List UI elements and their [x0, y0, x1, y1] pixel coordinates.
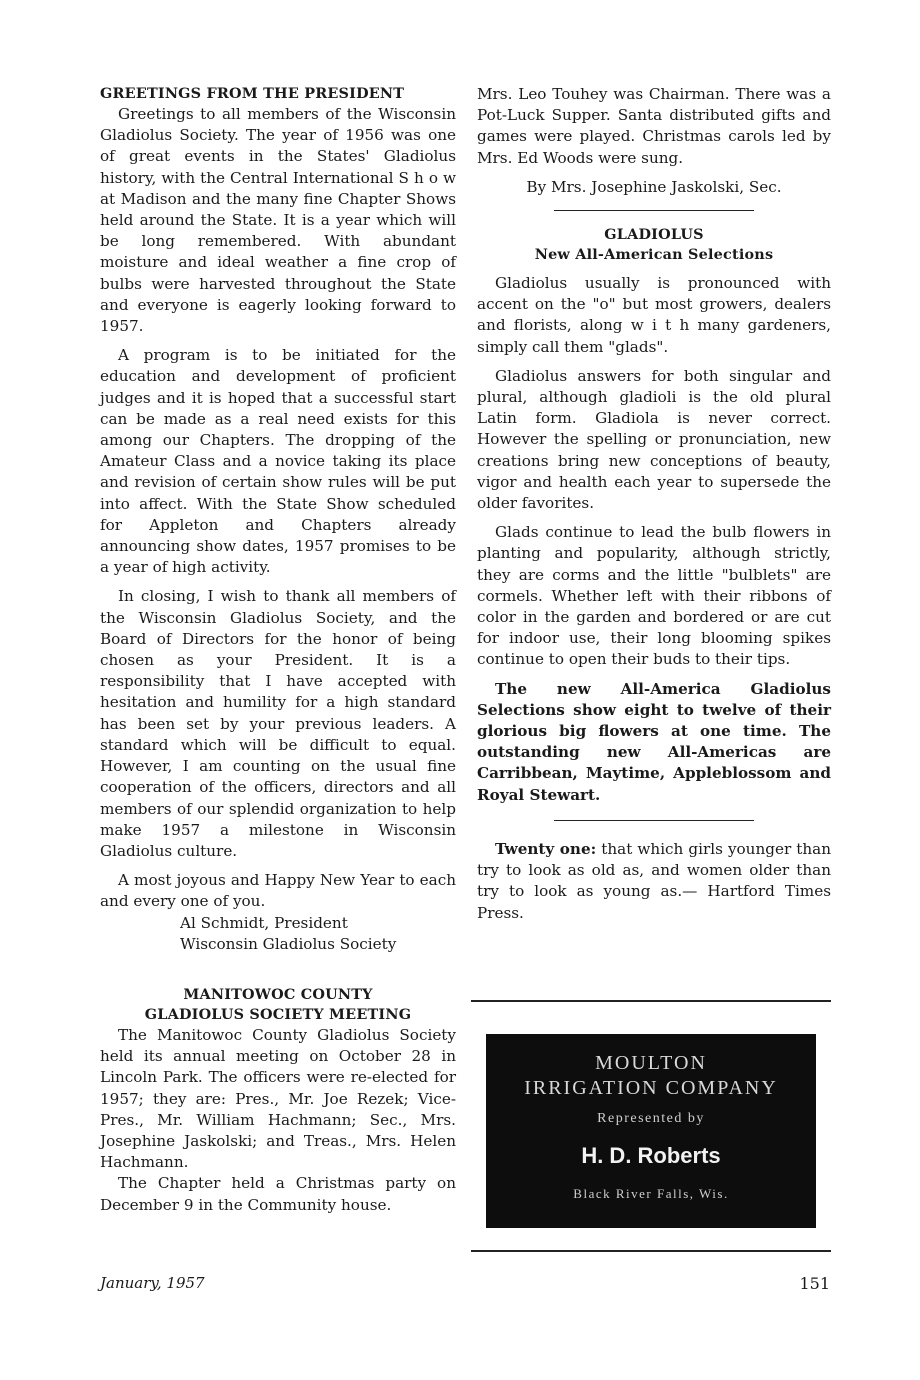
- left-column: [100, 84, 456, 1216]
- ad-company-line-2: IRRIGATION COMPANY: [524, 1077, 778, 1099]
- manitowoc-paragraph-3: Mrs. Leo Touhey was Chairman. There was a Pot-Luck Supper. Santa distributed gifts and games were played. Christmas carols led by Mrs. Ed Woods were sung.: [477, 85, 831, 167]
- president-paragraph-4: A most joyous and Happy New Year to each and every one of you.: [100, 871, 456, 911]
- president-paragraph-3: In closing, I wish to thank all members of the Wisconsin Gladiolus Society, and the Board of Directors for the honor of being chosen as your President. It is a responsibility that I have accepted with hesitation and humility for a high standard has been set by your previous leaders. A standard which will be difficult to equal. However, I am counting on the usual fine cooperation of the officers, directors and all members of our splendid organization to help make 1957 a milestone in Wisconsin Gladiolus culture.: [100, 587, 456, 860]
- twenty-one-text: that which girls younger than try to look as old as, and women older than try to look as young as.— Hartford Times Press.: [477, 839, 832, 922]
- ad-bottom-rule: [471, 1250, 831, 1252]
- ad-top-rule: [471, 1000, 831, 1002]
- section-divider-2: [554, 820, 754, 821]
- gladiolus-paragraph-3: Glads continue to lead the bulb flowers in planting and popularity, although strictly, they are corms and the little "bulblets" are cormels. Whether left with their ribbons of color in the garden and bordered or are cut for indoor use, their long blooming spikes continue to open their buds to their tips.: [477, 523, 831, 669]
- manitowoc-signature: By Mrs. Josephine Jaskolski, Sec.: [526, 177, 782, 196]
- advertisement-box: [486, 1034, 816, 1228]
- ad-representative-name: H. D. Roberts: [581, 1143, 721, 1168]
- manitowoc-paragraph-2: The Chapter held a Christmas party on December 9 in the Community house.: [100, 1174, 456, 1214]
- section-divider: [554, 210, 754, 211]
- twenty-one-quip: [477, 839, 831, 924]
- gladiolus-heading: GLADIOLUS: [604, 226, 704, 244]
- ad-company-line-1: MOULTON: [595, 1052, 707, 1074]
- gladiolus-paragraph-4: The new All-America Gladiolus Selections show eight to twelve of their glorious big flowers at one time. The outstanding new All-Americas are Carribbean, Maytime, Appleblossom and Royal Stewart.: [477, 679, 831, 804]
- page-number: 151: [799, 1274, 830, 1293]
- manitowoc-heading-line-1: MANITOWOC COUNTY: [183, 985, 373, 1003]
- gladiolus-paragraph-2: Gladiolus answers for both singular and plural, although gladioli is the old plural Latin form. Gladiola is never correct. However the spelling or pronunciation, new creations bring new conceptions of beauty, vigor and health each year to supersede the older favorites.: [477, 366, 831, 513]
- president-signature-org: Wisconsin Gladiolus Society: [180, 934, 397, 953]
- president-signature-name: Al Schmidt, President: [180, 913, 348, 932]
- manitowoc-heading-line-2: GLADIOLUS SOCIETY MEETING: [144, 1005, 412, 1023]
- president-heading: GREETINGS FROM THE PRESIDENT: [100, 85, 405, 102]
- issue-date: January, 1957: [100, 1274, 205, 1292]
- president-paragraph-2: A program is to be initiated for the education and development of proficient judges and it is hoped that a successful start can be made as a real need exists for this among our Chapters. The dropping of the Amateur Class and a novice taking its place and revision of certain show rules will be put into affect. With the State Show scheduled for Appleton and Chapters already announcing show dates, 1957 promises to be a year of high activity.: [100, 346, 456, 577]
- twenty-one-lead: Twenty one:: [495, 839, 597, 858]
- manitowoc-paragraph-1: The Manitowoc County Gladiolus Society held its annual meeting on October 28 in Lincoln Park. The officers were re-elected for 1957; they are: Pres., Mr. Joe Rezek; Vice-Pres., Mr. William Hachmann; Sec., Mrs. Josephine Jaskolski; and Treas., Mrs. Helen Hachmann.: [100, 1025, 456, 1172]
- ad-represented-by: Represented by: [597, 1111, 705, 1126]
- gladiolus-paragraph-1: Gladiolus usually is pronounced with accent on the "o" but most growers, dealers and florists, along w i t h many gardeners, simply call them "glads".: [477, 274, 831, 356]
- president-paragraph-1: Greetings to all members of the Wisconsin Gladiolus Society. The year of 1956 was one of great events in the States' Gladiolus history, with the Central International S h o w at Madison and the many fine Chapter Shows held around the State. It is a year which will be long remembered. With abundant moisture and ideal weather a fine crop of bulbs were harvested throughout the State and everyone is eagerly looking forward to 1957.: [100, 105, 456, 336]
- right-column: [477, 84, 831, 924]
- gladiolus-subheading: New All-American Selections: [534, 246, 774, 264]
- ad-location: Black River Falls, Wis.: [573, 1186, 729, 1201]
